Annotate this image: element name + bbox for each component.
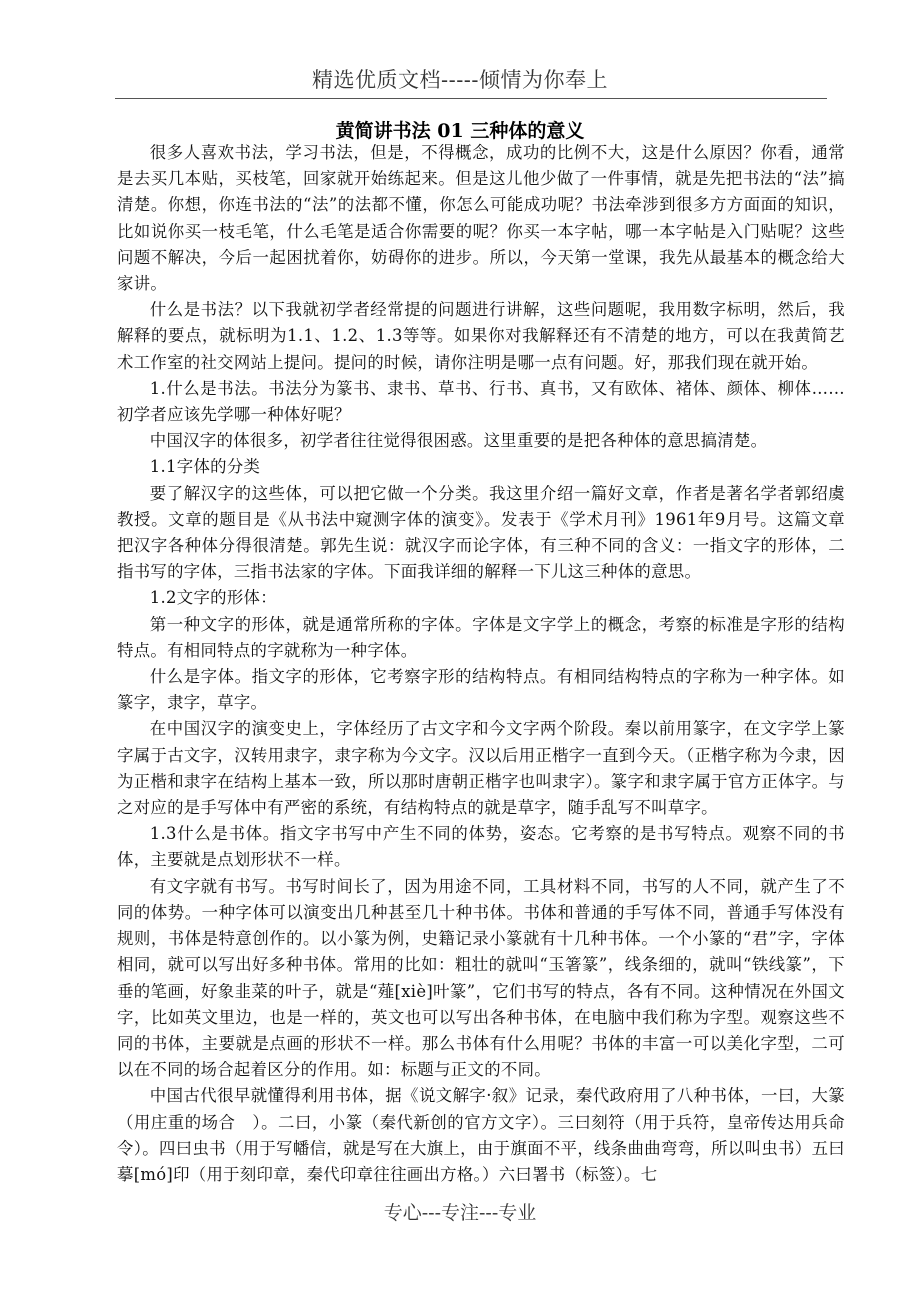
document-body — [117, 140, 845, 1188]
page-footer: 专心---专注---专业 — [383, 1202, 537, 1224]
document-title: 黄简讲书法 01 三种体的意义 — [335, 120, 585, 142]
header-divider — [115, 98, 827, 99]
paragraph: 在中国汉字的演变史上，字体经历了古文字和今文字两个阶段。秦以前用篆字，在文字学上篆字属于古文字，汉转用隶字，隶字称为今文字。汉以后用正楷字一直到今天。（正楷字称为今隶，因为正楷和隶字在结构上基本一致，所以那时唐朝正楷字也叫隶字）。篆字和隶字属于官方正体字。与之对应的是手写体中有严密的系统，有结构特点的就是草字，随手乱写不叫草字。 — [117, 719, 845, 818]
paragraph: 很多人喜欢书法，学习书法，但是，不得概念，成功的比例不大，这是什么原因？你看，通常是去买几本贴，买枝笔，回家就开始练起来。但是这儿他少做了一件事情，就是先把书法的“法”搞清楚。你想，你连书法的“法”的法都不懂，你怎么可能成功呢？书法牵涉到很多方方面面的知识，比如说你买一枝毛笔，什么毛笔是适合你需要的呢？你买一本字帖，哪一本字帖是入门贴呢？这些问题不解决，今后一起困扰着你，妨碍你的进步。所以，今天第一堂课，我先从最基本的概念给大家讲。 — [117, 143, 845, 294]
paragraph: 中国汉字的体很多，初学者往往觉得很困惑。这里重要的是把各种体的意思搞清楚。 — [149, 431, 768, 451]
section-heading: 1.1字体的分类 — [149, 457, 261, 477]
page-header: 精选优质文档-----倾情为你奉上 — [312, 68, 608, 92]
section-heading: 1.2文字的形体： — [149, 588, 277, 608]
paragraph: 第一种文字的形体，就是通常所称的字体。字体是文字学上的概念，考察的标准是字形的结构特点。有相同特点的字就称为一种字体。 — [117, 614, 845, 660]
paragraph: 什么是书法？以下我就初学者经常提的问题进行讲解，这些问题呢，我用数字标明，然后，我解释的要点，就标明为1.1、1.2、1.3等等。如果你对我解释还有不清楚的地方，可以在我黄简艺术工作室的社交网站上提问。提问的时候，请你注明是哪一点有问题。好，那我们现在就开始。 — [117, 300, 845, 372]
paragraph: 要了解汉字的这些体，可以把它做一个分类。我这里介绍一篇好文章，作者是著名学者郭绍虞教授。文章的题目是《从书法中窥测字体的演变》。发表于《学术月刊》1961年9月号。这篇文章把汉字各种体分得很清楚。郭先生说：就汉字而论字体，有三种不同的含义：一指文字的形体，二指书写的字体，三指书法家的字体。下面我详细的解释一下儿这三种体的意思。 — [117, 483, 845, 582]
paragraph: 1.什么是书法。书法分为篆书、隶书、草书、行书、真书，又有欧体、褚体、颜体、柳体……初学者应该先学哪一种体好呢？ — [117, 378, 845, 425]
paragraph: 中国古代很早就懂得利用书体，据《说文解字·叙》记录，秦代政府用了八种书体，一曰，大篆（用庄重的场合 ）。二曰，小篆（秦代新创的官方文字）。三曰刻符（用于兵符，皇帝传达用兵命令）。四曰虫书（用于写幡信，就是写在大旗上，由于旗面不平，线条曲曲弯弯，所以叫虫书）五曰摹[mó]印（用于刻印章，秦代印章往往画出方格。）六曰署书（标签）。七 — [117, 1086, 845, 1184]
paragraph: 有文字就有书写。书写时间长了，因为用途不同，工具材料不同，书写的人不同，就产生了不同的体势。一种字体可以演变出几种甚至几十种书体。书体和普通的手写体不同，普通手写体没有规则，书体是特意创作的。以小篆为例，史籍记录小篆就有十几种书体。一个小篆的“君”字，字体相同，就可以写出好多种书体。常用的比如：粗壮的就叫“玉箸篆”，线条细的，就叫“铁线篆”，下垂的笔画，好象韭菜的叶子，就是“薤[xiè]叶篆”，它们书写的特点，各有不同。这种情况在外国文字，比如英文里边，也是一样的，英文也可以写出各种书体，在电脑中我们称为字型。观察这些不同的书体，主要就是点画的形状不一样。那么书体有什么用呢？书体的丰富一可以美化字型，二可以在不同的场合起着区分的作用。如：标题与正文的不同。 — [117, 876, 845, 1080]
paragraph: 什么是字体。指文字的形体，它考察字形的结构特点。有相同结构特点的字称为一种字体。如篆字，隶字，草字。 — [117, 667, 845, 713]
paragraph: 1.3什么是书体。指文字书写中产生不同的体势，姿态。它考察的是书写特点。观察不同的书体，主要就是点划形状不一样。 — [117, 824, 845, 870]
